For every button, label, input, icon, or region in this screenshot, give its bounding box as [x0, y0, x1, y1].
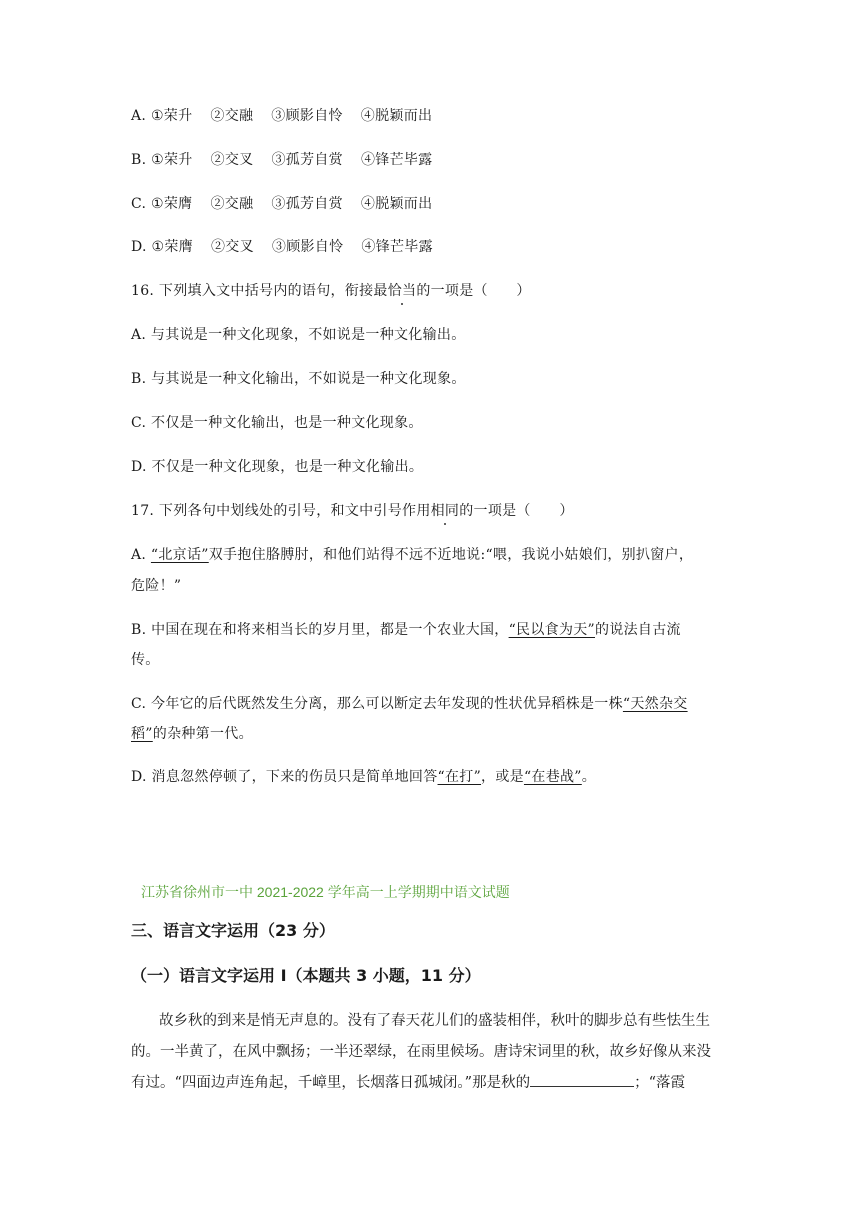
option-letter: B.: [131, 152, 147, 168]
source-title: 江苏省徐州市一中 2021-2022 学年高一上学期期中语文试题: [141, 884, 510, 900]
q16-option-a: A. 与其说是一种文化现象，不如说是一种文化输出。: [131, 327, 466, 343]
passage-line: 故乡秋的到来是悄无声息的。没有了春天花儿们的盛装相伴，秋叶的脚步总有些怯生生: [159, 1013, 710, 1029]
q15-option-c: C. ①荣膺 ②交融 ③孤芳自赏 ④脱颖而出: [131, 196, 433, 212]
q17-option-c-continued: 稻”的杂种第一代。: [131, 726, 253, 742]
passage: [131, 1006, 731, 1099]
subsection-title: （一）语言文字运用 I（本题共 3 小题，11 分）: [131, 966, 481, 985]
option-letter: D.: [131, 239, 147, 255]
q17-option-b-continued: 传。: [131, 652, 160, 668]
passage-line: 有过。“四面边声连角起，千嶂里，长烟落日孤城闭。”那是秋的 ；“落霞: [131, 1068, 731, 1099]
q17-option-a-continued: 危险！”: [131, 578, 182, 594]
q15-option-b: B. ①荣升 ②交叉 ③孤芳自赏 ④锋芒毕露: [131, 152, 433, 168]
underlined-quote: “北京话”: [150, 547, 209, 563]
underlined-quote: “在巷战”: [523, 769, 582, 785]
q15-option-d: D. ①荣膺 ②交叉 ③顾影自怜 ④锋芒毕露: [131, 239, 433, 255]
underlined-quote: “天然杂交: [622, 696, 688, 712]
q15-option-a: A. ①荣升 ②交融 ③顾影自怜 ④脱颖而出: [131, 108, 433, 124]
q16-stem: 16. 下列填入文中括号内的语句，衔接最恰当的一项是（ ）: [131, 283, 531, 299]
q17-option-a: A. “北京话”双手抱住胳膊肘，和他们站得不远不近地说:“喂，我说小姑娘们，别扒窗户，: [131, 547, 694, 563]
underlined-quote: “在打”: [437, 769, 482, 785]
q17-option-d: D. 消息忽然停顿了，下来的伤员只是简单地回答“在打”，或是“在巷战”。: [131, 769, 597, 785]
q16-option-b: B. 与其说是一种文化输出，不如说是一种文化现象。: [131, 371, 466, 387]
emphasis-dotted-text: 恰当: [387, 283, 417, 299]
q16-option-d: D. 不仅是一种文化现象，也是一种文化输出。: [131, 459, 424, 475]
option-letter: A.: [131, 108, 147, 124]
emphasis-dotted-text: 相同: [430, 503, 460, 519]
q17-option-b: B. 中国在现在和将来相当长的岁月里，都是一个农业大国，“民以食为天”的说法自古流: [131, 622, 681, 638]
fill-in-blank[interactable]: [530, 1072, 634, 1087]
passage-line: 的。一半黄了，在风中飘扬；一半还翠绿，在雨里候场。唐诗宋词里的秋，故乡好像从来没: [131, 1044, 711, 1060]
underlined-quote: 稻”: [131, 726, 153, 742]
option-letter: C.: [131, 196, 147, 212]
q16-option-c: C. 不仅是一种文化输出，也是一种文化现象。: [131, 415, 423, 431]
q17-option-c: C. 今年它的后代既然发生分离，那么可以断定去年发现的性状优异稻株是一株“天然杂交: [131, 696, 688, 712]
q17-stem: 17. 下列各句中划线处的引号，和文中引号作用相同的一项是（ ）: [131, 503, 574, 519]
underlined-quote: “民以食为天”: [508, 622, 596, 638]
section-title: 三、语言文字运用（23 分）: [131, 921, 335, 940]
